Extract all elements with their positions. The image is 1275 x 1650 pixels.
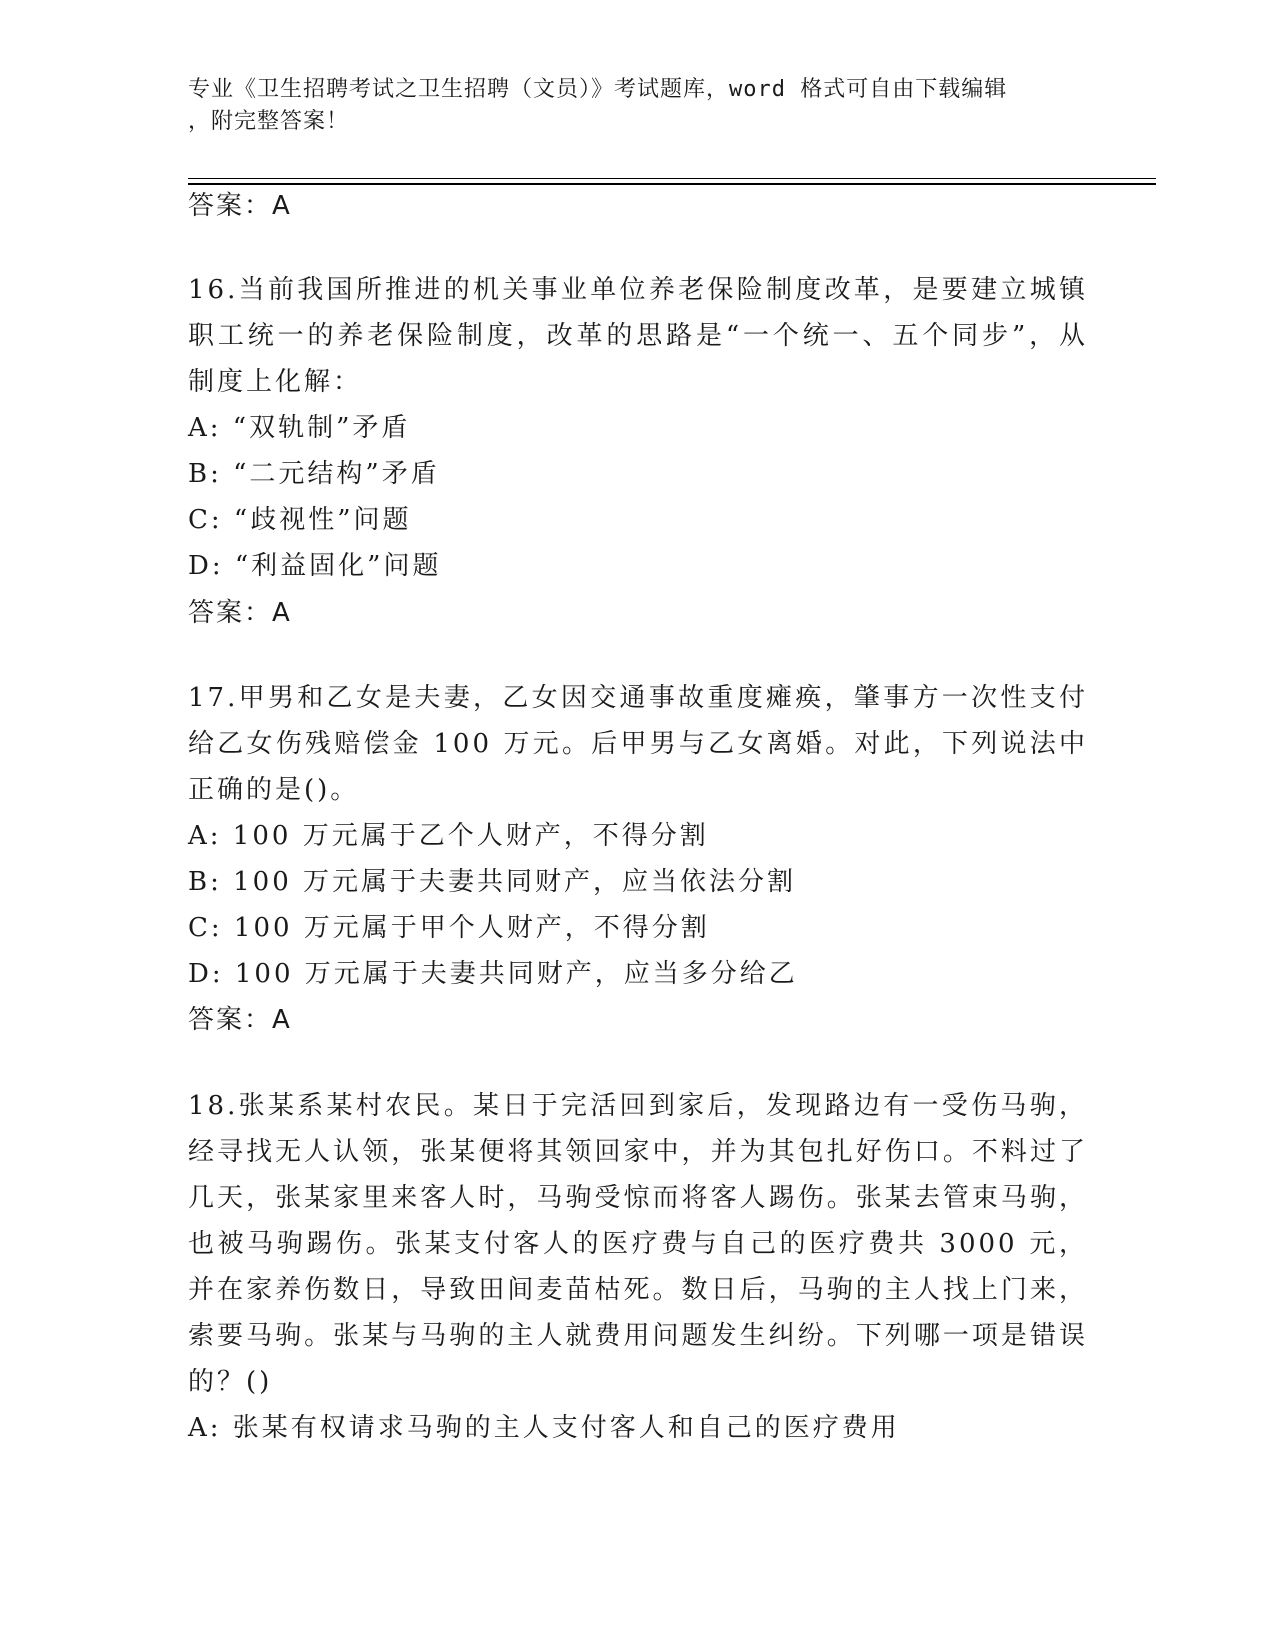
header-rule	[188, 178, 1156, 179]
option-c: C: “歧视性”问题	[188, 505, 412, 535]
option-b: B: “二元结构”矛盾	[188, 459, 440, 489]
answer-line: 答案：A	[188, 191, 292, 221]
question-16	[188, 267, 1088, 589]
header-line-1: 专业《卫生招聘考试之卫生招聘（文员）》考试题库，word 格式可自由下载编辑	[188, 77, 1008, 102]
option-d: D: 100 万元属于夫妻共同财产，应当多分给乙	[188, 959, 798, 989]
answer-line: 答案：A	[188, 1005, 292, 1035]
question-18	[188, 1083, 1088, 1451]
header-rule-thick	[188, 183, 1156, 185]
document-header	[188, 74, 1088, 138]
question-stem: 16.当前我国所推进的机关事业单位养老保险制度改革，是要建立城镇职工统一的养老保险制度，改革的思路是“一个统一、五个同步”，从制度上化解：	[188, 275, 1088, 397]
option-c: C: 100 万元属于甲个人财产，不得分割	[188, 913, 710, 943]
header-line-2: ，附完整答案！	[188, 109, 350, 134]
option-b: B: 100 万元属于夫妻共同财产，应当依法分割	[188, 867, 797, 897]
option-a: A: 张某有权请求马驹的主人支付客人和自己的医疗费用	[188, 1413, 900, 1443]
question-stem: 17.甲男和乙女是夫妻，乙女因交通事故重度瘫痪，肇事方一次性支付给乙女伤残赔偿金 100 万元。后甲男与乙女离婚。对此，下列说法中正确的是()。	[188, 683, 1088, 805]
option-a: A: 100 万元属于乙个人财产，不得分割	[188, 821, 709, 851]
option-d: D: “利益固化”问题	[188, 551, 442, 581]
answer-line: 答案：A	[188, 598, 292, 628]
option-a: A: “双轨制”矛盾	[188, 413, 411, 443]
question-stem: 18.张某系某村农民。某日于完活回到家后，发现路边有一受伤马驹，经寻找无人认领，张某便将其领回家中，并为其包扎好伤口。不料过了几天，张某家里来客人时，马驹受惊而将客人踢伤。张某去管束马驹，也被马驹踢伤。张某支付客人的医疗费与自己的医疗费共 3000 元，并在家养伤数日，导致田间麦苗枯死。数日后，马驹的主人找上门来，索要马驹。张某与马驹的主人就费用问题发生纠纷。下列哪一项是错误的？()	[188, 1091, 1088, 1397]
question-17	[188, 675, 1088, 997]
